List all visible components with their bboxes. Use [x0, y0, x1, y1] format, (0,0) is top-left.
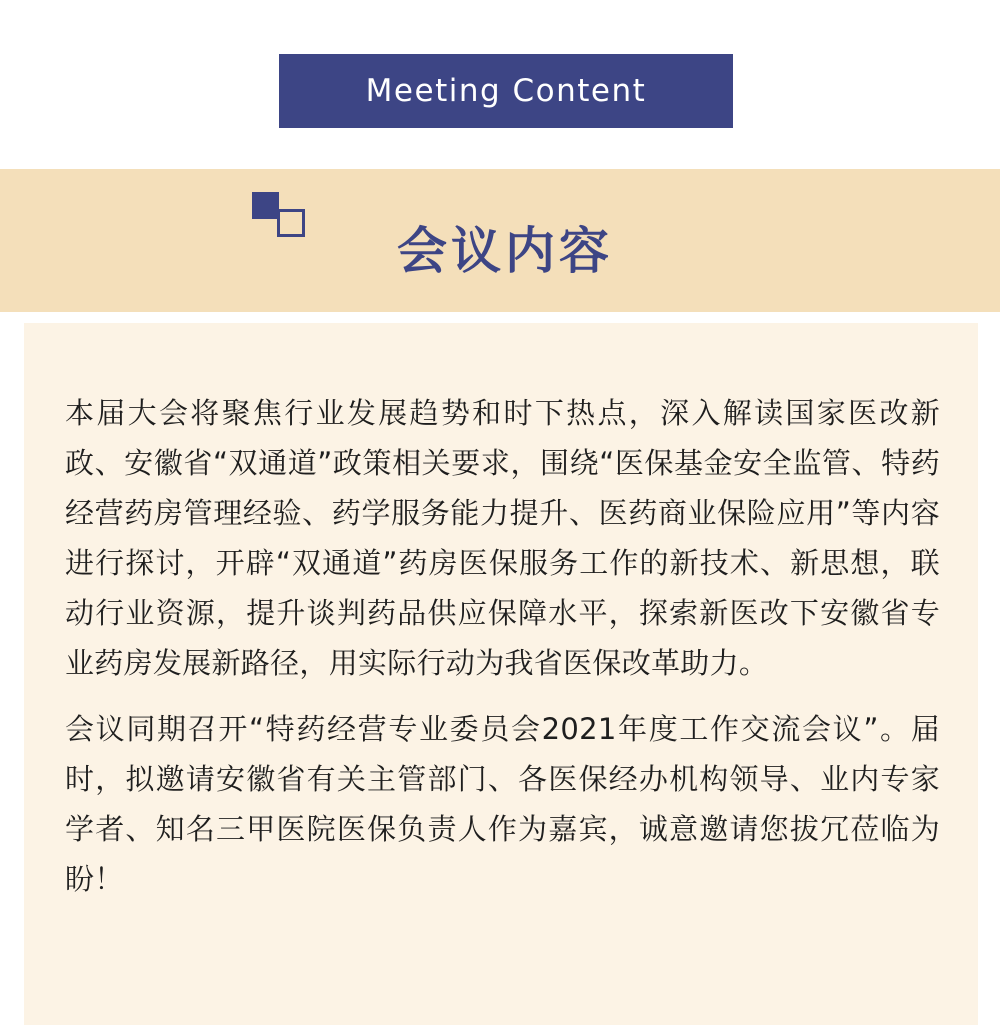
english-title-banner — [279, 54, 733, 128]
english-title: Meeting Content — [365, 73, 647, 109]
chinese-title: 会议内容 — [397, 222, 613, 280]
filled-square — [252, 192, 279, 219]
paragraph-invitation: 会议同期召开“特药经营专业委员会2021年度工作交流会议”。届时，拟邀请安徽省有关主管部门、各医保经办机构领导、业内专家学者、知名三甲医院医保负责人作为嘉宾，诚意邀请您拔冗莅临为盼！ — [65, 712, 940, 896]
paragraph-intro: 本届大会将聚焦行业发展趋势和时下热点，深入解读国家医改新政、安徽省“双通道”政策相关要求，围绕“医保基金安全监管、特药经营药房管理经验、药学服务能力提升、医药商业保险应用”等内容进行探讨，开辟“双通道”药房医保服务工作的新技术、新思想，联动行业资源，提升谈判药品供应保障水平，探索新医改下安徽省专业药房发展新路径，用实际行动为我省医保改革助力。 — [65, 396, 940, 680]
decorative-squares-icon — [252, 192, 308, 242]
outline-square — [277, 209, 305, 237]
content-panel — [24, 323, 978, 1025]
